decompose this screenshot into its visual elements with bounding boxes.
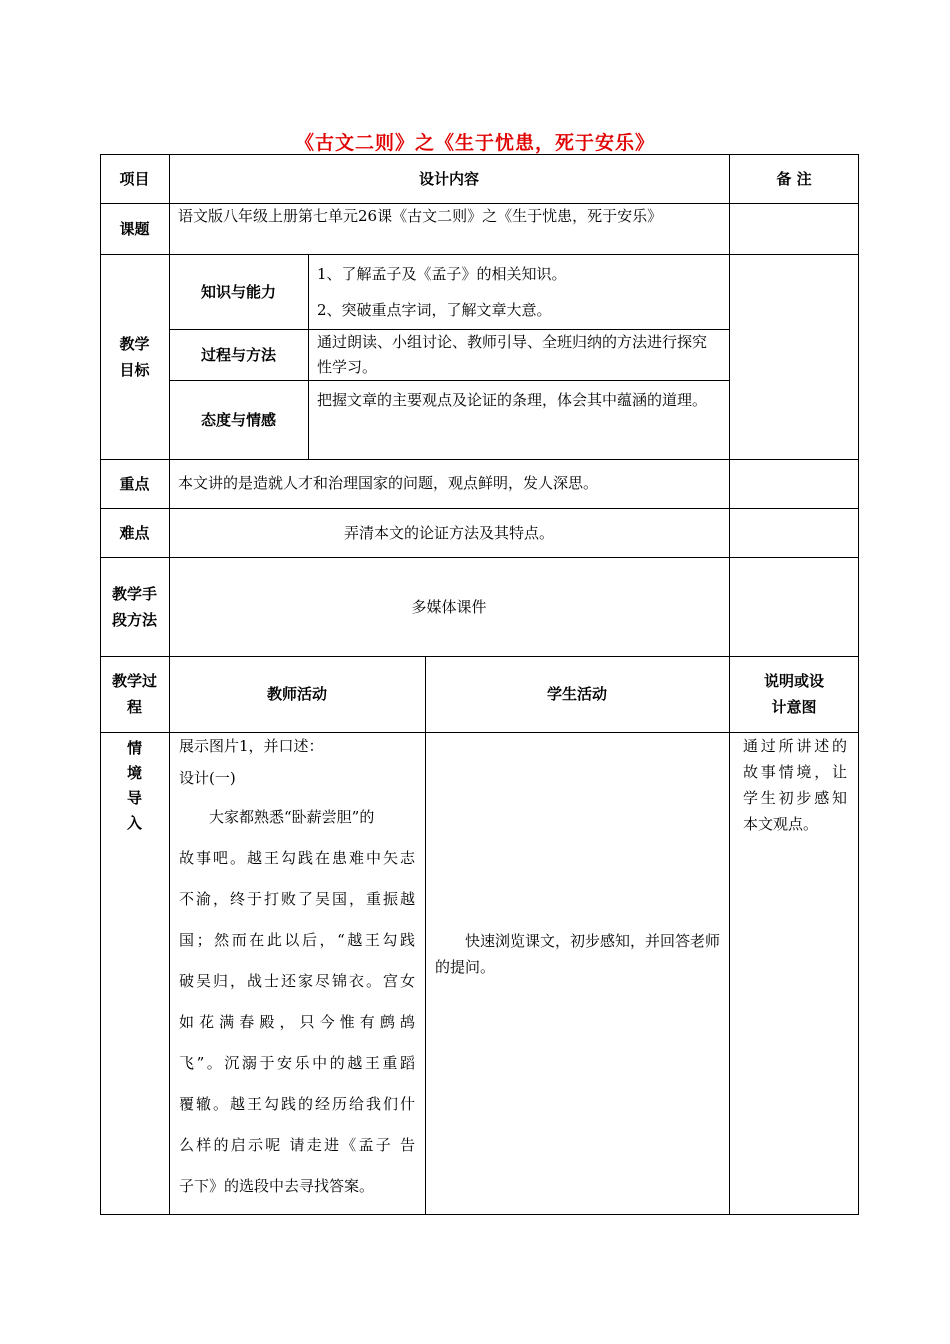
process-content: 通过朗读、小组讨论、教师引导、全班归纳的方法进行探究性学习。 <box>317 333 708 376</box>
document-title: 《古文二则》之《生于忧患，死于安乐》 <box>294 132 655 154</box>
knowledge-content <box>308 254 729 329</box>
process-label: 过程与方法 <box>200 345 276 364</box>
header-note: 备 注 <box>776 169 812 188</box>
methods-content: 多媒体课件 <box>411 597 487 616</box>
teacher-line-11: 么样的启示呢 请走进《孟子 告 <box>179 1136 415 1154</box>
intro-note: 通过所讲述的故事情境，让学生初步感知本文观点。 <box>743 737 847 833</box>
teacher-activity <box>169 732 425 1214</box>
difficulty-content: 弄清本文的论证方法及其特点。 <box>343 523 554 542</box>
lesson-content: 语文版八年级上册第七单元26课《古文二则》之《生于忧患，死于安乐》 <box>178 207 663 225</box>
header-design: 设计内容 <box>418 169 479 188</box>
knowledge-label: 知识与能力 <box>200 282 276 301</box>
teacher-line-6: 国；然而在此以后，“越王勾践 <box>179 931 415 949</box>
methods-label: 教学手段方法 <box>111 584 157 629</box>
lesson-plan-table <box>100 154 859 1214</box>
teacher-line-8: 如花满春殿，只今惟有鹧鸪 <box>179 1013 415 1031</box>
lesson-label: 课题 <box>119 219 150 238</box>
knowledge-line-2: 2、突破重点字词，了解文章大意。 <box>317 301 552 319</box>
teacher-line-5: 不渝，终于打败了吴国，重振越 <box>179 890 415 908</box>
note-header: 说明或设计意图 <box>763 672 824 716</box>
student-activity: 快速浏览课文，初步感知，并回答老师的提问。 <box>435 932 721 976</box>
teacher-line-7: 破吴归，战士还家尽锦衣。宫女 <box>179 972 415 990</box>
key-point-label: 重点 <box>119 474 150 493</box>
goals-label: 教学目标 <box>119 334 150 379</box>
teacher-line-10: 覆辙。越王勾践的经历给我们什 <box>179 1095 415 1113</box>
student-header: 学生活动 <box>546 685 607 703</box>
teacher-line-2: 设计(一) <box>179 769 236 787</box>
intro-label: 情境导入 <box>126 739 142 832</box>
teacher-line-3: 大家都熟悉“卧薪尝胆”的 <box>209 808 375 826</box>
teacher-line-9: 飞”。沉溺于安乐中的越王重蹈 <box>179 1054 415 1072</box>
teacher-line-12: 子下》的选段中去寻找答案。 <box>179 1177 375 1195</box>
attitude-content: 把握文章的主要观点及论证的条理，体会其中蕴涵的道理。 <box>317 391 708 409</box>
key-point-content: 本文讲的是造就人才和治理国家的问题，观点鲜明，发人深思。 <box>178 474 599 492</box>
knowledge-line-1: 1、了解孟子及《孟子》的相关知识。 <box>317 265 567 283</box>
difficulty-label: 难点 <box>119 523 150 542</box>
teacher-line-4: 故事吧。越王勾践在患难中矢志 <box>179 849 415 867</box>
header-item: 项目 <box>119 169 150 188</box>
teacher-header: 教师活动 <box>266 685 327 703</box>
process-header-label: 教学过程 <box>111 672 157 716</box>
attitude-label: 态度与情感 <box>200 410 276 429</box>
teacher-line-1: 展示图片1，并口述： <box>179 737 324 755</box>
